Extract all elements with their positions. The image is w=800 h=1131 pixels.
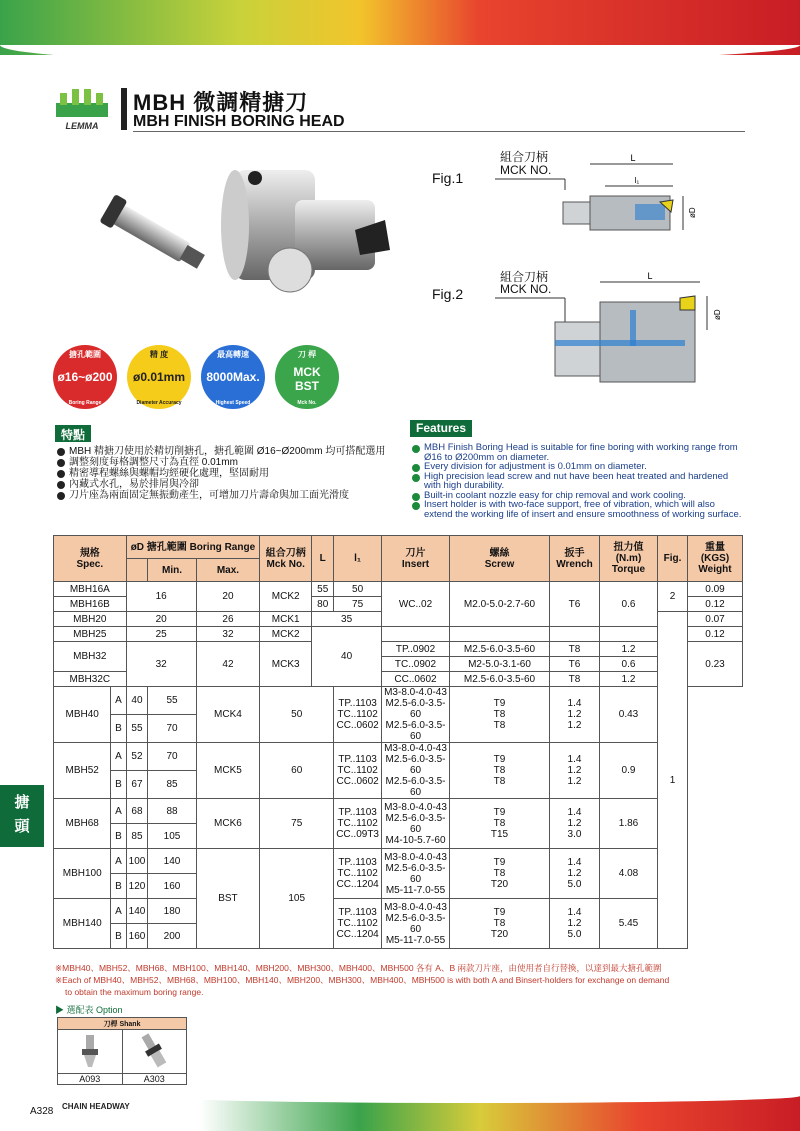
table-cell: T6	[550, 582, 600, 627]
feature-zh-item: 刀片座為兩面固定無振動產生，可增加刀片壽命與加工面光滑度	[55, 490, 390, 501]
feature-en-item: MBH Finish Boring Head is suitable for fine boring with working range from Ø16 to Ø200mm on diameter.	[410, 443, 745, 462]
table-row	[54, 642, 743, 657]
badge-speed: 最高轉速 8000Max. Highest Speed	[201, 345, 265, 409]
bottom-color-band	[0, 1095, 800, 1131]
table-cell: A	[111, 849, 126, 874]
table-cell: MCK5	[196, 743, 260, 799]
table-cell: B	[111, 924, 126, 949]
table-cell: 1.2	[600, 672, 658, 687]
table-cell: 55	[312, 582, 334, 597]
table-cell: 67	[126, 771, 148, 799]
table-cell: 0.07	[688, 612, 743, 627]
table-cell	[550, 627, 600, 642]
fig2-label: Fig.2	[432, 286, 464, 302]
table-cell: M2.5-6.0-3.5-60	[450, 672, 550, 687]
table-cell: 20	[196, 582, 260, 612]
features-en-heading: Features	[410, 420, 472, 437]
note-zh: ※MBH40、MBH52、MBH68、MBH100、MBH140、MBH200、MBH300、MBH400、MBH500 各有 A、B 兩款刀片座，由使用者自行替換，以達到最大搪孔範圍	[55, 963, 662, 973]
table-cell: M3-8.0-4.0-43 M2.5-6.0-3.5-60 M2.5-6.0-3.5-60	[382, 687, 450, 743]
table-cell: MBH16A	[54, 582, 127, 597]
page-subtitle: MBH FINISH BORING HEAD	[133, 113, 345, 130]
table-cell: 0.12	[688, 627, 743, 642]
table-row	[54, 582, 743, 597]
title-bar	[121, 88, 127, 130]
table-cell: 2	[658, 582, 688, 612]
table-cell: M3-8.0-4.0-43 M2.5-6.0-3.5-60 M5-11-7.0-55	[382, 899, 450, 949]
table-cell: M2.5-6.0-3.5-60	[450, 642, 550, 657]
table-cell: 160	[126, 924, 148, 949]
shank-a093-image	[70, 1031, 110, 1071]
spec-table: 規格 Spec. øD 搪孔範圍 Boring Range 組合刀柄 Mck No. L l₁ 刀片 Insert 螺絲 Screw 扳手 Wrench 扭力值 (N.m) Torque Fig. 重量 (KGS) Weight Min. Max. MBH16A 16 20 MCK2 55 50 WC..02 M2.0-5.0-2.7-60 T6 0.6 2 0.09 MBH16B 80 75 0.12 MBH20 20 26 MCK1 35 1 0.07 MBH25 25 32 MCK2 40 0.12 MBH32 32 42 MCK3 TP..0902 M2.5-6.0-3.5-60 T8 1.2 0.23 TC..0902 M2-5.0-3.1-60 T6 0.6 MBH32C CC..0602 M2.5-6.0-3.5-60 T8 1.2 MBH40 A 40 55 MCK4 50 TP..1103 TC..1102 CC..0602 M3-8.0-4.0-43 M2.5-6.0-3.5-60 M2.5-6.0-3.5-60 T9 T8 T8 1.4 1.2 1.2 0.43 B 55 70 MBH52 A 52 70 MCK5 60 TP..1103 TC..1102 CC..0602 M3-8.0-4.0-43 M2.5-6.0-3.5-60 M2.5-6.0-3.5-60 T9 T8 T8 1.4 1.2 1.2 0.9 B 67 85 MBH68 A 68 88 MCK6 75 TP..1103 TC..1102 CC..09T3 M3-8.0-4.0-43 M2.5-6.0-3.5-60 M4-10-5.7-60 T9 T8 T15 1.4 1.2 3.0 1.86 B 85 105 MBH100 A 100 140 BST 105 TP..1103 TC..1102 CC..1204 M3-8.0-4.0-43 M2.5-6.0-3.5-60 M5-11-7.0-55 T9 T8 T20 1.4 1.2 5.0 4.08 B 120 160 MBH140 A 140 180 TP..1103 TC..1102 CC..1204 M3-8.0-4.0-43 M2.5-6.0-3.5-60 M5-11-7.0-55 T9 T8 T20 1.4 1.2 5.0 5.45 B 160 200	[53, 535, 743, 949]
table-cell: 40	[312, 627, 382, 687]
table-row	[54, 849, 743, 874]
feature-en-item: Every division for adjustment is 0.01mm on diameter.	[410, 462, 745, 472]
table-cell: A	[111, 899, 126, 924]
table-cell: BST	[196, 849, 260, 949]
note-en: ※Each of MBH40、MBH52、MBH68、MBH100、MBH140、MBH200、MBH300、MBH400、MBH500 is with both A and Binsert-holders for exchange on demand	[55, 975, 670, 985]
badge-shank: 刀 桿 MCK BST Mck No.	[275, 345, 339, 409]
table-cell: TP..1103 TC..1102 CC..1204	[334, 849, 382, 899]
svg-text:LEMMA: LEMMA	[65, 121, 99, 131]
table-cell: B	[111, 824, 126, 849]
table-cell: A	[111, 799, 126, 824]
table-cell: M2-5.0-3.1-60	[450, 657, 550, 672]
table-cell: WC..02	[382, 582, 450, 627]
svg-text:L: L	[630, 153, 636, 163]
feature-zh-item: MBH 精搪刀使用於精切削搪孔，搪孔範圍 Ø16~Ø200mm 均可搭配選用	[55, 446, 390, 457]
table-cell: 100	[126, 849, 148, 874]
table-cell: 140	[148, 849, 196, 874]
table-cell: 26	[196, 612, 260, 627]
table-cell: T8	[550, 672, 600, 687]
table-cell: 32	[196, 627, 260, 642]
table-cell: TP..1103 TC..1102 CC..0602	[334, 743, 382, 799]
feature-zh-item: 調整刻度每格調整尺寸為直徑 0.01mm	[55, 457, 390, 468]
table-cell: B	[111, 771, 126, 799]
feature-en-item: Insert holder is with two-face support, free of vibration, which will also extend the working life of insert and ensure smoothness of working surface.	[410, 500, 745, 519]
fig1-label: Fig.1	[432, 170, 464, 186]
table-cell: MBH40	[54, 687, 111, 743]
features-en-list	[410, 443, 745, 519]
table-cell: M3-8.0-4.0-43 M2.5-6.0-3.5-60 M5-11-7.0-55	[382, 849, 450, 899]
table-cell: 32	[126, 642, 196, 687]
table-cell: 50	[260, 687, 334, 743]
table-cell	[382, 627, 450, 642]
svg-text:l₁: l₁	[634, 176, 640, 185]
table-cell: 60	[260, 743, 334, 799]
table-cell: 5.45	[600, 899, 658, 949]
fig1-drawing	[495, 150, 715, 240]
spec-badges	[53, 345, 343, 415]
table-cell: MBH25	[54, 627, 127, 642]
table-cell: TP..1103 TC..1102 CC..0602	[334, 687, 382, 743]
table-cell: 68	[126, 799, 148, 824]
table-cell: MCK6	[196, 799, 260, 849]
table-cell: 1.2	[600, 642, 658, 657]
option-item: A303	[122, 1074, 187, 1085]
table-cell: MBH32C	[54, 672, 127, 687]
title-divider	[133, 131, 745, 132]
table-cell: MBH16B	[54, 597, 127, 612]
fig2-caption-en: MCK NO.	[500, 282, 552, 296]
shank-a303-image	[134, 1031, 174, 1071]
table-cell: 140	[126, 899, 148, 924]
svg-text:øD: øD	[688, 207, 697, 218]
table-cell: B	[111, 874, 126, 899]
table-cell: M2.0-5.0-2.7-60	[450, 582, 550, 627]
section-tab: 搪 頭	[0, 785, 44, 847]
table-cell: 16	[126, 582, 196, 612]
note-en-cont: to obtain the maximum boring range.	[65, 987, 204, 997]
table-row	[54, 743, 743, 771]
table-cell: 0.43	[600, 687, 658, 743]
fig1-caption-zh: 組合刀柄	[500, 150, 549, 164]
table-cell: MCK3	[260, 642, 312, 687]
table-cell: MBH52	[54, 743, 111, 799]
badge-boring-range: 搪孔範圍 ø16~ø200 Boring Range	[53, 345, 117, 409]
table-row	[54, 627, 743, 642]
top-color-band	[0, 0, 800, 55]
table-cell: T6	[550, 657, 600, 672]
feature-en-item: High precision lead screw and nut have been heat treated and hardened with high durability.	[410, 472, 745, 491]
table-cell: 200	[148, 924, 196, 949]
table-cell: M3-8.0-4.0-43 M2.5-6.0-3.5-60 M2.5-6.0-3.5-60	[382, 743, 450, 799]
table-cell: 1.4 1.2 3.0	[550, 799, 600, 849]
table-cell	[600, 627, 658, 642]
table-cell: TP..0902	[382, 642, 450, 657]
table-cell: 85	[148, 771, 196, 799]
table-cell	[450, 627, 550, 642]
table-cell: 0.09	[688, 582, 743, 597]
table-cell: T8	[550, 642, 600, 657]
features-zh-heading: 特點	[55, 425, 91, 442]
table-cell: 35	[312, 612, 382, 627]
table-cell: 55	[148, 687, 196, 715]
table-cell: MCK1	[260, 612, 312, 627]
feature-en-item: Built-in coolant nozzle easy for chip removal and work cooling.	[410, 491, 745, 501]
table-row	[54, 687, 743, 715]
brand-logo: CHAIN HEADWAY	[62, 1102, 130, 1111]
features-zh-list	[55, 446, 390, 501]
feature-zh-item: 精密導程螺絲與螺帽均經硬化處理，堅固耐用	[55, 468, 390, 479]
option-heading: ▶ 選配表 Option	[55, 1005, 123, 1015]
table-cell: 0.6	[600, 657, 658, 672]
table-cell: 105	[260, 849, 334, 949]
table-cell: CC..0602	[382, 672, 450, 687]
table-cell: 50	[334, 582, 382, 597]
feature-zh-item: 內藏式水孔，易於排屑與冷卻	[55, 479, 390, 490]
table-cell: 0.6	[600, 582, 658, 627]
table-cell: 4.08	[600, 849, 658, 899]
table-cell: 160	[148, 874, 196, 899]
table-cell: MCK4	[196, 687, 260, 743]
table-cell: T9 T8 T8	[450, 687, 550, 743]
table-cell: TP..1103 TC..1102 CC..09T3	[334, 799, 382, 849]
table-cell: 1	[658, 612, 688, 949]
table-cell: 120	[126, 874, 148, 899]
table-cell: T9 T8 T8	[450, 743, 550, 799]
footnotes	[55, 962, 669, 998]
table-cell: 1.4 1.2 5.0	[550, 899, 600, 949]
table-cell: 55	[126, 715, 148, 743]
table-cell: 75	[260, 799, 334, 849]
table-cell: 75	[334, 597, 382, 612]
table-cell: TC..0902	[382, 657, 450, 672]
table-cell: 80	[312, 597, 334, 612]
table-cell: 105	[148, 824, 196, 849]
page-title: MBH 微調精搪刀	[133, 90, 309, 115]
option-table: 刀桿 Shank A093 A303	[57, 1017, 187, 1085]
table-cell: 25	[126, 627, 196, 642]
table-cell: A	[111, 743, 126, 771]
table-cell: 42	[196, 642, 260, 687]
table-cell: 180	[148, 899, 196, 924]
table-cell: 40	[126, 687, 148, 715]
table-cell: 52	[126, 743, 148, 771]
fig2-caption-zh: 組合刀柄	[500, 270, 549, 284]
table-cell: 1.86	[600, 799, 658, 849]
table-cell: 1.4 1.2 5.0	[550, 849, 600, 899]
table-cell: T9 T8 T15	[450, 799, 550, 849]
fig1-caption-en: MCK NO.	[500, 163, 552, 177]
table-cell: B	[111, 715, 126, 743]
option-item: A093	[58, 1074, 123, 1085]
table-cell: 70	[148, 743, 196, 771]
table-cell: 1.4 1.2 1.2	[550, 687, 600, 743]
table-cell: A	[111, 687, 126, 715]
table-cell: MCK2	[260, 582, 312, 612]
table-cell: 20	[126, 612, 196, 627]
table-cell: MBH100	[54, 849, 111, 899]
table-cell: MBH32	[54, 642, 127, 672]
table-cell: 85	[126, 824, 148, 849]
table-cell: 1.4 1.2 1.2	[550, 743, 600, 799]
table-cell: T9 T8 T20	[450, 849, 550, 899]
page-number: A328	[30, 1106, 54, 1117]
fig2-drawing	[495, 270, 735, 390]
table-cell: T9 T8 T20	[450, 899, 550, 949]
table-row	[54, 899, 743, 924]
table-cell: MCK2	[260, 627, 312, 642]
lemma-logo	[50, 85, 114, 135]
product-photo	[95, 160, 415, 330]
table-cell: 0.23	[688, 642, 743, 687]
table-cell: M3-8.0-4.0-43 M2.5-6.0-3.5-60 M4-10-5.7-60	[382, 799, 450, 849]
table-cell: MBH140	[54, 899, 111, 949]
table-cell: 88	[148, 799, 196, 824]
table-row	[54, 799, 743, 824]
table-cell: 0.12	[688, 597, 743, 612]
table-cell: 0.9	[600, 743, 658, 799]
svg-text:øD: øD	[713, 309, 722, 320]
table-cell: MBH20	[54, 612, 127, 627]
table-cell: TP..1103 TC..1102 CC..1204	[334, 899, 382, 949]
table-cell: 70	[148, 715, 196, 743]
table-cell: MBH68	[54, 799, 111, 849]
svg-text:L: L	[647, 271, 653, 281]
badge-accuracy: 精 度 ø0.01mm Diameter Accuracy	[127, 345, 191, 409]
